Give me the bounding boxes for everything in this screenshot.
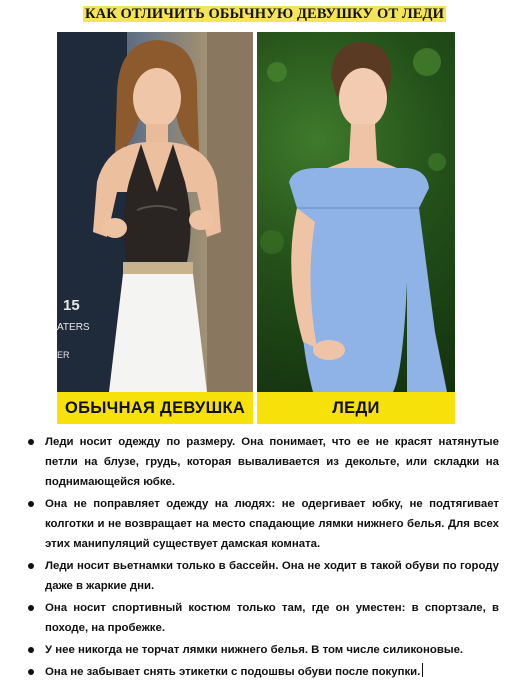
backdrop-text-number: 15 xyxy=(63,297,80,314)
photo-lady xyxy=(257,32,455,392)
photo-ordinary-girl xyxy=(57,32,253,392)
clasped-hands xyxy=(313,340,345,360)
white-skirt xyxy=(109,274,207,392)
list-item: У нее никогда не торчат лямки нижнего белья. В том числе силиконовые. xyxy=(25,640,499,660)
list-item: Она не забывает снять этикетки с подошвы обуви после покупки. xyxy=(25,662,499,682)
list-item: Она носит спортивный костюм только там, где он уместен: в спортзале, в походе, на пробежке. xyxy=(25,598,499,638)
list-item: Она не поправляет одежду на людях: не одергивает юбку, не подтягивает колготки и не возвращает на место спадающие лямки нижнего белья. Для всех этих манипуляций существует дамская комната. xyxy=(25,494,499,554)
caption-ordinary-girl xyxy=(57,392,253,424)
page-title xyxy=(0,6,529,23)
backdrop-text-waters: ATERS xyxy=(57,322,90,333)
face xyxy=(133,68,181,128)
caption-ordinary-girl-text: ОБЫЧНАЯ ДЕВУШКА xyxy=(64,398,246,417)
list-item: Леди носит вьетнамки только в бассейн. Она не ходит в такой обуви по городу даже в жаркие дни. xyxy=(25,556,499,596)
tips-list xyxy=(25,432,499,684)
neck-shoulders xyxy=(317,124,407,172)
belt xyxy=(123,262,193,274)
left-hand xyxy=(103,218,127,238)
caption-lady-text: ЛЕДИ xyxy=(332,398,380,417)
text-cursor xyxy=(422,663,423,677)
title-text: КАК ОТЛИЧИТЬ ОБЫЧНУЮ ДЕВУШКУ ОТ ЛЕДИ xyxy=(85,6,444,22)
ordinary-girl-illustration xyxy=(57,32,253,392)
blue-off-shoulder-dress xyxy=(289,168,447,392)
face xyxy=(339,68,387,128)
caption-lady xyxy=(257,392,455,424)
right-hand xyxy=(189,210,213,230)
lady-illustration xyxy=(257,32,455,392)
backdrop-text-er: ER xyxy=(57,350,70,360)
list-item: Леди носит одежду по размеру. Она понимает, что ее не красят натянутые петли на блузе, грудь, которая вываливается из декольте, или складки на поднимающейся юбке. xyxy=(25,432,499,492)
